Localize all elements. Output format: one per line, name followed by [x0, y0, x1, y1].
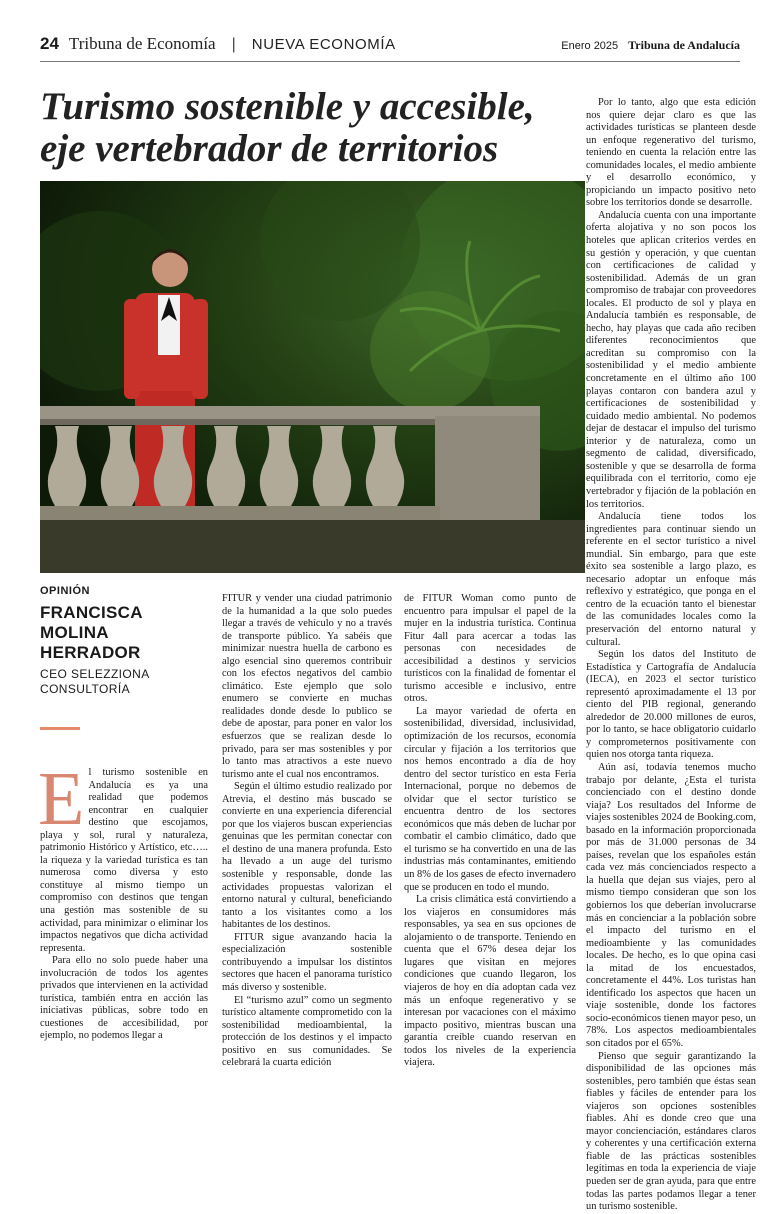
paragraph: Andalucía cuenta con una importante oferta alojativa y no son pocos los hoteles que aplican criterios verdes en su gestión y operación, y que cuentan con certificaciones de calidad y sostenibilidad. Además de un gran compromiso de trabajar con proveedores locales. El producto de sol y playa en Andalucía también es responsable, de hecho, hay playas que cada año reciben diferentes reconocimientos que acreditan su compromiso con la sostenibilidad y el medio ambiente concretamente en el último año 100 playas contaron con bandera azul y certificaciones de sostenibilidad y cuidado medio ambiental. No podemos dejar de destacar el impulso del turismo interior y de naturaleza, como un segmento de calidad, diversificado, sostenible y que se desarrolla de forma equilibrada con el territorio, como eje vertebrador y fijación de la población en los territorios.: [586, 209, 756, 510]
page-header: [40, 34, 740, 58]
author-name-line-1: FRANCISCA: [40, 603, 143, 622]
header-rule: [40, 61, 740, 62]
paragraph-text: l turismo sostenible en Andalucía es ya una realidad que podemos encontrar en cualquier destino que escojamos, playa y sol, rural y naturaleza, patrimonio Histórico y Artístico, etc….. la riqueza y la variedad turística es tan numerosa como diversa y esto constituye al mismo tiempo un compromiso con destinos que tengan una gestión mas sostenible de su actividad, para minimizar o eliminar los impactos negativos que dicha actividad representa.: [40, 767, 208, 954]
issue-date: Enero 2025: [561, 40, 619, 52]
header-divider: |: [231, 36, 236, 53]
paragraph: Según los datos del Instituto de Estadística y Cartografía de Andalucía (IECA), en 2023 el sector turístico representó aproximadamente el 13 por ciento del PIB regional, generando alrededor de 20.000 millones de euros, por lo tanto, se hace obligatorio cuidarlo y comprometernos positivamente con quien nos otorga tanta riqueza.: [586, 649, 756, 761]
paragraph: FITUR y vender una ciudad patrimonio de la humanidad a la que solo puedes llegar a través de vehículo y no a través de transporte público. Ya sabéis que minimizar nuestra huella de carbono es algo esencial sino queremos contribuir con los efectos negativos del cambio climático. Este ejemplo que solo enumero se convierte en muchas realidades donde desde lo publico se debe de apostar, para poner en valor los esfuerzos que se realizan desde lo privado, para ser mas sostenibles y por lo tanto mas atractivos a este nuevo turismo ante el cual nos encontramos.: [222, 593, 392, 780]
paragraph: La mayor variedad de oferta en sostenibilidad, diversidad, inclusividad, optimización de los recursos, economía circular y fijación a los territorios que nos hemos encontrado a día de hoy dentro del sector turístico en esta Feria Internacional, porque no debemos de olvidar que el sector turístico se encuentra dentro de los sectores económicos que más deben de luchar por combatir el cambio climático, dado que el turismo se ha convertido en una de las industrias más contaminantes, emitiendo un 8% de los gases de efecto invernadero que se producen en todo el mundo.: [404, 705, 576, 893]
paragraph: de FITUR Woman como punto de encuentro para impulsar el papel de la mujer en la industria turística. Continua Fitur 4all para acercar a todas las personas con necesidades de accesibilidad a destinos y servicios turísticos con la finalidad de fomentar el turismo accesible e inclusivo, entre otros.: [404, 593, 576, 705]
edition-name: Tribuna de Andalucía: [628, 38, 740, 52]
paragraph: Por lo tanto, algo que esta edición nos quiere dejar claro es que las actividades turísticas se planteen desde un enfoque regenerativo del turismo, teniendo en cuenta la relación entre las comunidades locales, el medio ambiente y el desarrollo económico, y propiciando un impacto positivo neto sobre los territorios donde se desarrolle.: [586, 97, 756, 209]
paragraph: FITUR sigue avanzando hacia la especialización sostenible contribuyendo a impulsar los distintos sectores que hacen el panorama turístico más diverso y sostenible.: [222, 931, 392, 993]
paragraph: La crisis climática está convirtiendo a los viajeros en consumidores más responsables, ya sea en sus opciones de alojamiento o de transporte. Teniendo en cuenta que el 67% desea dejar los lugares que visitan en mejores condiciones que cuando llegaron, los viajeros de hoy en día adoptan cada vez más un enfoque regenerativo y se interesan por vacaciones con el máximo impacto positivo, mientras buscan una garantía creíble cuando reservan en todos los niveles de la experiencia viajera.: [404, 894, 576, 1069]
section-label-opinion: OPINIÓN: [40, 585, 90, 597]
page-number: 24: [40, 34, 59, 53]
headline-line-1: Turismo sostenible y accesible,: [40, 85, 535, 128]
author-name: [40, 603, 208, 663]
paragraph: [38, 757, 208, 955]
drop-cap: E: [38, 757, 85, 841]
article-photo: [40, 181, 585, 573]
section-name: NUEVA ECONOMÍA: [251, 36, 396, 53]
byline: [40, 585, 208, 697]
article-column-3: [404, 593, 576, 1070]
headline-line-2: eje vertebrador de territorios: [40, 127, 499, 170]
photo-illustration: [40, 181, 585, 573]
paragraph: Según el último estudio realizado por Atrevia, el destino más buscado se convierte en una experiencia diferencial por que los viajeros buscan experiencias genuinas que les permitan conectar con el destino de una manera profunda. Esto ha llevado a un auge del turismo sostenible y responsable, donde las actividades propuestas valorizan el entorno natural y cultural, beneficiando tanto a los visitantes como a los habitantes de los destinos.: [222, 781, 392, 931]
paragraph: Pienso que seguir garantizando la disponibilidad de las opciones más sostenibles, pero también que éstas sean fiables y fáciles de entender para los viajeros son opciones sostenibles fiables. Ahí es donde creo que una mayor concienciación, estándares claros y coherentes y una certificación externa fiable de las prácticas sostenibles legítimas en toda la experiencia de viaje pueden ser de gran ayuda, para que entre todas las partes podamos llegar a tener un turismo sostenible.: [586, 1050, 756, 1213]
paragraph: El “turismo azul” como un segmento turístico altamente comprometido con la sostenibilidad medioambiental, la protección de los destinos y el impacto positivo en sus comunidades. Se celebrará la cuarta edición: [222, 994, 392, 1069]
author-role-line-2: CONSULTORÍA: [40, 682, 130, 696]
author-name-line-2: MOLINA HERRADOR: [40, 623, 141, 662]
accent-divider: [40, 727, 80, 730]
author-role-line-1: CEO SELEZZIONA: [40, 667, 150, 681]
article-column-4: [586, 97, 756, 1214]
author-role: [40, 667, 208, 697]
paragraph: Andalucía tiene todos los ingredientes para continuar siendo un referente en el sector turístico a nivel mundial. Sin embargo, para que este éxito sea sostenible a largo plazo, es necesario adoptar un enfoque más reflexivo y estratégico, que ponga en el centro de la ecuación tanto el bienestar de las comunidades locales como la preservación del entorno natural y cultural.: [586, 511, 756, 648]
paragraph: Para ello no solo puede haber una involucración de todos los agentes privados que intervienen en la actividad turística, también entra en acción las iniciativas públicas, sobre todo en cuestiones de accesibilidad, por ejemplo, no podemos llegar a: [40, 955, 208, 1042]
article-column-2: [222, 593, 392, 1070]
paragraph: Aún así, todavía tenemos mucho trabajo por delante, ¿Esta el turista concienciado con el destino donde viaja? Los resultados del Informe de viajes sostenibles 2024 de Booking.com, basado en la información proporcionada por más de 31.000 personas de 34 países, revelan que los españoles están cada vez más concienciados respecto a la huella que dejan sus viajes, pero al mismo tiempo consideran que son los gobiernos los que deberían involucrarse más en concienciar a la población sobre el impacto del turismo en el medioambiente y las comunidades locales. De hecho, es lo que opina casi la mitad de los encuestados, concretamente el 44%. Los turistas han identificado los aspectos que hacen un viaje sostenible, donde los factores socio-económicos tienen mayor peso, un 78%. Los aspectos medioambientales son citados por el 65%.: [586, 761, 756, 1050]
article-column-1: [38, 757, 208, 1043]
publication-name: Tribuna de Economía: [68, 34, 216, 53]
article-headline: [40, 86, 585, 170]
